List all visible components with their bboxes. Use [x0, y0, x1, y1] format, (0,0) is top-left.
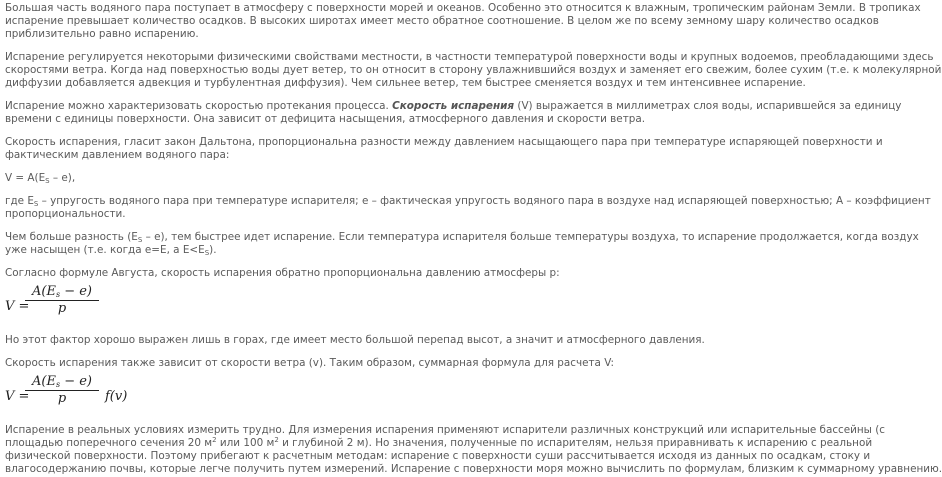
text-line — [5, 195, 931, 208]
text-line: Но этот фактор хорошо выражен лишь в горах, где имеет место большой перепад высот, а значит и атмосферного давления. — [5, 334, 705, 346]
text-line: физической поверхности. Поэтому прибегают к расчетным методам: испарение с поверхности суши рассчитывается исходя из данных по осадкам, стоку и — [5, 450, 871, 462]
paragraph-evaporation-rate — [5, 100, 902, 126]
formula-fraction — [25, 284, 99, 317]
text-fragment: (V) выражается в миллиметрах слоя воды, испарившейся за единицу — [514, 100, 902, 112]
paragraph-evaporation-regulation — [5, 51, 942, 90]
superscript: 2 — [274, 436, 279, 444]
text-fragment: уже насыщен (т.е. когда е=Е, а Е<E — [5, 244, 205, 256]
subscript: S — [204, 249, 210, 257]
text-line — [5, 244, 795, 257]
text-line — [5, 172, 795, 185]
paragraph-difference — [5, 231, 919, 257]
paragraph-august-formula-intro — [5, 267, 795, 280]
paragraph-mountains — [5, 334, 795, 347]
subscript: s — [55, 290, 61, 299]
formula-part: A(E — [32, 284, 56, 299]
text-fragment: и глубиной 2 м). Но значения, полученные по испарителям, нельзя приравнивать к испарению с реальной — [278, 437, 873, 449]
subscript: S — [33, 200, 39, 208]
text-line — [5, 100, 902, 113]
text-line: Скорость испарения также зависит от скорости ветра (v). Таким образом, суммарная формула для расчета V: — [5, 357, 614, 369]
formula-part: V = A(E — [5, 172, 46, 184]
text-fragment: или 100 м — [216, 437, 275, 449]
text-fragment: Испарение можно характеризовать скоростью протекания процесса. — [5, 100, 393, 112]
formula-denominator: p — [57, 391, 67, 406]
paragraph-measurement — [5, 424, 942, 476]
text-fragment: ). — [209, 244, 217, 256]
formula-august — [5, 284, 795, 320]
formula-fraction — [25, 374, 99, 407]
text-line: Большая часть водяного пара поступает в атмосферу с поверхности морей и океанов. Особенно это относится к влажным, тропическим районам Земли. В тропиках — [5, 2, 921, 14]
text-line: пропорциональности. — [5, 208, 126, 220]
text-line: влагосодержанию почвы, которые легче получить путем измерений. Испарение с поверхности моря можно вычислить по формулам, близким к суммарному уравнению. — [5, 463, 942, 475]
formula-part: − e) — [60, 374, 92, 389]
paragraph-wind-speed — [5, 357, 795, 370]
text-line: Испарение регулируется некоторыми физическими свойствами местности, в частности температурой поверхности воды и крупных водоемов, преобладающими здесь — [5, 51, 934, 63]
subscript: S — [137, 236, 143, 244]
subscript: s — [55, 380, 61, 389]
paragraph-dalton-law — [5, 136, 883, 162]
formula-part: A(E — [32, 374, 56, 389]
text-line: фактическим давлением водяного пара: — [5, 149, 230, 161]
paragraph-water-vapor-source — [5, 2, 921, 41]
text-line: Испарение в реальных условиях измерить трудно. Для измерения испарения применяют испарители различных конструкций или испарительные бассейны (с — [5, 424, 885, 436]
text-fragment: – e), тем быстрее идет испарение. Если температура испарителя больше температуры воздуха, то испарение продолжается, когда воздух — [142, 231, 919, 243]
text-line: испарение превышает количество осадков. В высоких широтах имеет место обратное соотношение. В целом же по всему земному шару количество осадков — [5, 15, 879, 27]
text-line: скоростями ветра. Когда над поверхностью воды дует ветер, то он относит в сторону увлажнившийся воздух и заменяет его свежим, более сухим (т.е. к молекулярной — [5, 64, 942, 76]
text-fragment: площадью поперечного сечения 20 м — [5, 437, 213, 449]
text-fragment: где E — [5, 195, 34, 207]
text-line — [5, 231, 919, 244]
formula-dalton — [5, 172, 795, 185]
text-fragment: Чем больше разность (E — [5, 231, 138, 243]
formula-denominator: p — [57, 301, 67, 316]
formula-lhs: V = — [5, 299, 30, 314]
text-line: диффузии добавляется адвекция и турбулентная диффузия). Чем сильнее ветер, тем быстрее сменяется воздух и тем интенсивнее испарение. — [5, 77, 806, 89]
formula-lhs: V = — [5, 389, 30, 404]
formula-part: – e), — [49, 172, 76, 184]
formula-wind-function: f(v) — [105, 389, 128, 404]
formula-numerator — [25, 374, 99, 391]
superscript: 2 — [212, 436, 217, 444]
paragraph-definitions — [5, 195, 931, 221]
formula-numerator — [25, 284, 99, 301]
text-line: времени с единицы поверхности. Она зависит от дефицита насыщения, атмосферного давления и скорости ветра. — [5, 113, 646, 125]
text-line — [5, 436, 873, 450]
text-line: Скорость испарения, гласит закон Дальтона, пропорциональна разности между давлением насыщающего пара при температуре испаряющей поверхности и — [5, 136, 883, 148]
formula-part: − e) — [60, 284, 92, 299]
term-evaporation-rate: Скорость испарения — [392, 100, 515, 112]
subscript: S — [45, 177, 50, 185]
formula-total — [5, 374, 795, 410]
text-line: приблизительно равно испарению. — [5, 28, 199, 40]
text-line: Согласно формуле Августа, скорость испарения обратно пропорциональна давлению атмосферы р: — [5, 267, 560, 279]
text-fragment: – упругость водяного пара при температуре испарителя; е – фактическая упругость водяного пара в воздухе над испаряющей поверхностью; А – коэффициент — [38, 195, 931, 207]
